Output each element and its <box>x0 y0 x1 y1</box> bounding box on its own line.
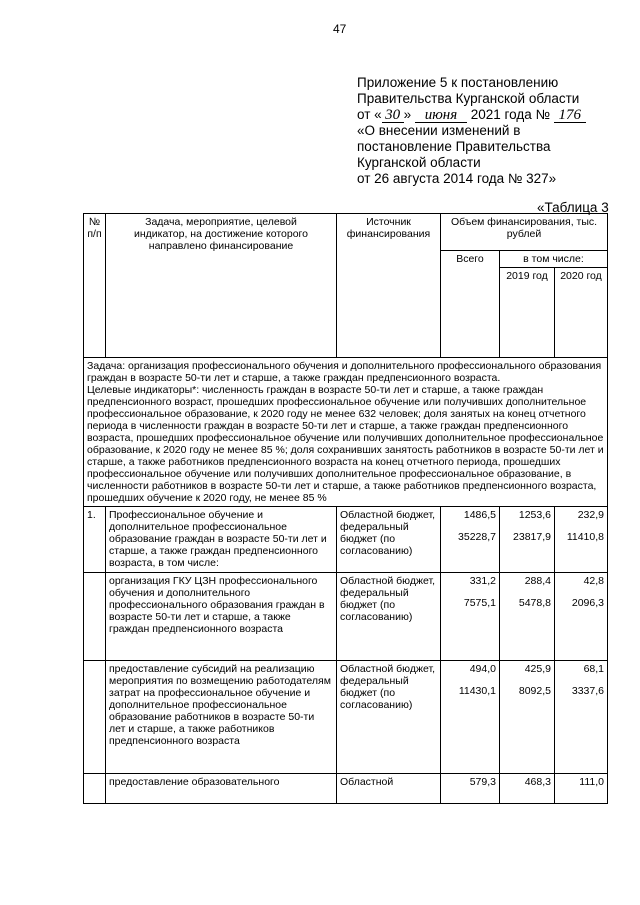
appendix-line-4: «О внесении изменений в <box>357 123 521 138</box>
row-task: предоставление субсидий на реализацию мероприятия по возмещению работодателям затрат на профессиональное обучение и дополнительное профессиональное образование работников в возрасте 50-ти лет и старше, а также работников предпенсионного возраста <box>106 661 337 774</box>
row-source: Областной бюджет, федеральный бюджет (по согласованию) <box>337 661 441 774</box>
appendix-line-6: Курганской области <box>357 155 481 170</box>
row-2020: 42,8 2096,3 <box>555 573 608 661</box>
date-year-text: 2021 года № <box>470 107 550 122</box>
page-number: 47 <box>333 22 347 36</box>
appendix-line-2: Правительства Курганской области <box>357 91 580 106</box>
handwritten-day: 30 <box>382 108 404 123</box>
header-source: Источник финансирования <box>337 214 441 358</box>
date-quote-close: » <box>403 107 412 122</box>
row-total: 579,3 <box>441 774 500 804</box>
appendix-line-1: Приложение 5 к постановлению <box>357 75 559 90</box>
header-num: № п/п <box>84 214 106 358</box>
row-2019: 468,3 <box>500 774 555 804</box>
header-2020: 2020 год <box>555 268 608 358</box>
row-total: 1486,5 35228,7 <box>441 507 500 573</box>
row-task: предоставление образовательного <box>106 774 337 804</box>
row-total: 494,0 11430,1 <box>441 661 500 774</box>
row-2019: 425,9 8092,5 <box>500 661 555 774</box>
row-num <box>84 774 106 804</box>
row-source: Областной бюджет, федеральный бюджет (по согласованию) <box>337 507 441 573</box>
header-volume: Объем финансирования, тыс. рублей <box>441 214 608 251</box>
appendix-line-3 <box>357 107 586 123</box>
task-block <box>84 358 608 507</box>
table-row <box>84 774 608 804</box>
row-2019: 1253,6 23817,9 <box>500 507 555 573</box>
handwritten-month: июня <box>415 108 467 123</box>
table-label: «Таблица 3 <box>537 200 609 215</box>
appendix-header <box>357 75 586 187</box>
table-row <box>84 507 608 573</box>
appendix-line-7: от 26 августа 2014 года № 327» <box>357 171 557 186</box>
handwritten-doc-number: 176 <box>554 108 586 123</box>
target-indicators: Целевые индикаторы*: численность граждан в возрасте 50-ти лет и старше, а также граждан предпенсионного возраст, прошедших профессиональное обучение или получивших дополнительное профессиональное образование, к 2020 году не менее 632 человек; доля занятых на конец отчетного периода в численности граждан в возрасте 50-ти лет и старше, а также граждан предпенсионного возраста, прошедших профессиональное обучение или получивших дополнительное профессиональное образование, к 2020 году не менее 85 %; доля сохранивших занятость работников в возрасте 50-ти лет и старше, а также работников предпенсионного возраста на конец отчетного периода, прошедших профессиональное обучение или получивших дополнительное профессиональное образование, в численности работников в возрасте 50-ти лет и старше, а также работников предпенсионного возраста, прошедших обучение к 2020 году, не менее 85 % <box>87 384 604 504</box>
row-source: Областной бюджет, федеральный бюджет (по согласованию) <box>337 573 441 661</box>
row-task: организация ГКУ ЦЗН профессионального обучения и дополнительного профессионального образования граждан в возрасте 50-ти лет и старше, а также граждан предпенсионного возраста <box>106 573 337 661</box>
header-including: в том числе: <box>500 251 608 268</box>
appendix-line-5: постановление Правительства <box>357 139 551 154</box>
table-row <box>84 661 608 774</box>
header-task: Задача, мероприятие, целевой индикатор, на достижение которого направлено финансирование <box>106 214 337 358</box>
header-2019: 2019 год <box>500 268 555 358</box>
row-2020: 68,1 3337,6 <box>555 661 608 774</box>
header-total: Всего <box>441 251 500 358</box>
row-task: Профессиональное обучение и дополнительное профессиональное образование граждан в возрасте 50-ти лет и старше, а также граждан предпенсионного возраста, в том числе: <box>106 507 337 573</box>
task-text: Задача: организация профессионального обучения и дополнительного профессионального образования граждан в возрасте 50-ти лет и старше, а также граждан предпенсионного возраста. <box>87 360 602 384</box>
row-num <box>84 661 106 774</box>
row-total: 331,2 7575,1 <box>441 573 500 661</box>
date-prefix: от « <box>357 107 382 122</box>
table-row <box>84 573 608 661</box>
row-2019: 288,4 5478,8 <box>500 573 555 661</box>
row-num: 1. <box>84 507 106 573</box>
row-2020: 111,0 <box>555 774 608 804</box>
row-2020: 232,9 11410,8 <box>555 507 608 573</box>
row-num <box>84 573 106 661</box>
row-source: Областной <box>337 774 441 804</box>
financing-table <box>83 213 608 804</box>
